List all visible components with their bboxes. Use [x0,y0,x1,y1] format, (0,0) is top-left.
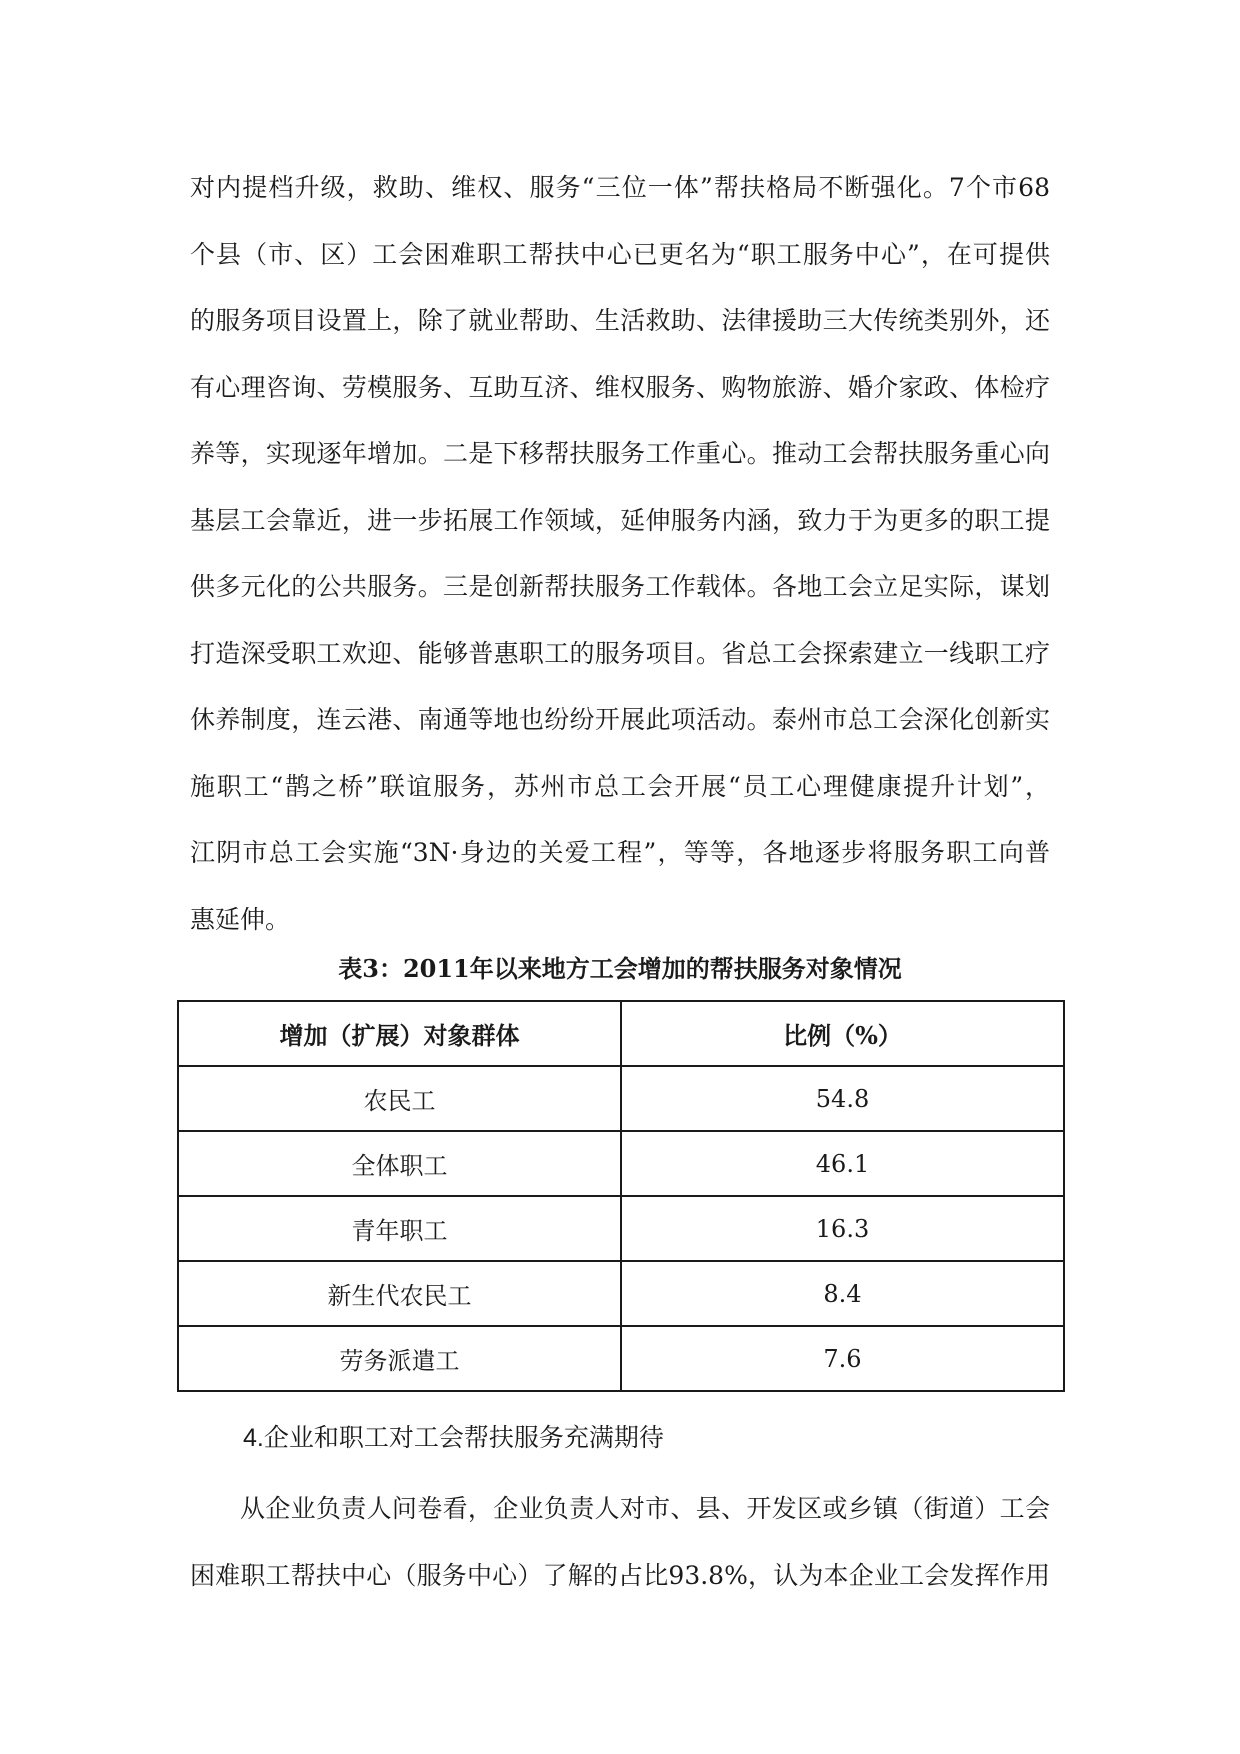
paragraph-line: 养等，实现逐年增加。二是下移帮扶服务工作重心。推动工会帮扶服务重心向 [190,439,1050,468]
table-cell-ratio: 16.3 [621,1196,1064,1261]
table-cell-group: 农民工 [178,1066,621,1131]
table-row [178,1066,1064,1131]
table-cell-ratio: 54.8 [621,1066,1064,1131]
table-row [178,1326,1064,1391]
paragraph-line: 休养制度，连云港、南通等地也纷纷开展此项活动。泰州市总工会深化创新实 [190,705,1050,734]
body-paragraph-2 [190,1476,1050,1609]
table-header-cell: 增加（扩展）对象群体 [178,1001,621,1066]
paragraph-line: 的服务项目设置上，除了就业帮助、生活救助、法律援助三大传统类别外，还 [190,306,1050,335]
table-cell-ratio: 7.6 [621,1326,1064,1391]
paragraph-line: 从企业负责人问卷看，企业负责人对市、县、开发区或乡镇（街道）工会 [240,1494,1050,1523]
table-cell-group: 青年职工 [178,1196,621,1261]
section-heading: 4.企业和职工对工会帮扶服务充满期待 [243,1424,664,1452]
table-row [178,1131,1064,1196]
data-table [177,1000,1065,1392]
paragraph-line: 施职工“鹊之桥”联谊服务，苏州市总工会开展“员工心理健康提升计划”， [190,771,1050,801]
paragraph-line: 打造深受职工欢迎、能够普惠职工的服务项目。省总工会探索建立一线职工疗 [190,638,1050,668]
table-cell-group: 劳务派遣工 [178,1326,621,1391]
body-paragraph [190,155,1050,953]
paragraph-line: 对内提档升级，救助、维权、服务“三位一体”帮扶格局不断强化。7个市68 [190,173,1050,202]
table-cell-group: 全体职工 [178,1131,621,1196]
table-caption: 表3：2011年以来地方工会增加的帮扶服务对象情况 [338,954,902,983]
paragraph-line: 基层工会靠近，进一步拓展工作领域，延伸服务内涵，致力于为更多的职工提 [190,505,1050,535]
paragraph-line: 有心理咨询、劳模服务、互助互济、维权服务、购物旅游、婚介家政、体检疗 [190,372,1050,402]
paragraph-line: 困难职工帮扶中心（服务中心）了解的占比93.8%，认为本企业工会发挥作用 [190,1560,1050,1590]
table-row [178,1261,1064,1326]
table-header-cell: 比例（%） [621,1001,1064,1066]
paragraph-line: 江阴市总工会实施“3N·身边的关爱工程”，等等，各地逐步将服务职工向普 [190,838,1050,867]
table-cell-ratio: 46.1 [621,1131,1064,1196]
table-cell-ratio: 8.4 [621,1261,1064,1326]
table-cell-group: 新生代农民工 [178,1261,621,1326]
paragraph-line: 个县（市、区）工会困难职工帮扶中心已更名为“职工服务中心”，在可提供 [190,239,1050,269]
paragraph-line: 惠延伸。 [190,904,291,934]
table-row [178,1196,1064,1261]
paragraph-line: 供多元化的公共服务。三是创新帮扶服务工作载体。各地工会立足实际，谋划 [190,572,1050,601]
table-header-row [178,1001,1064,1066]
